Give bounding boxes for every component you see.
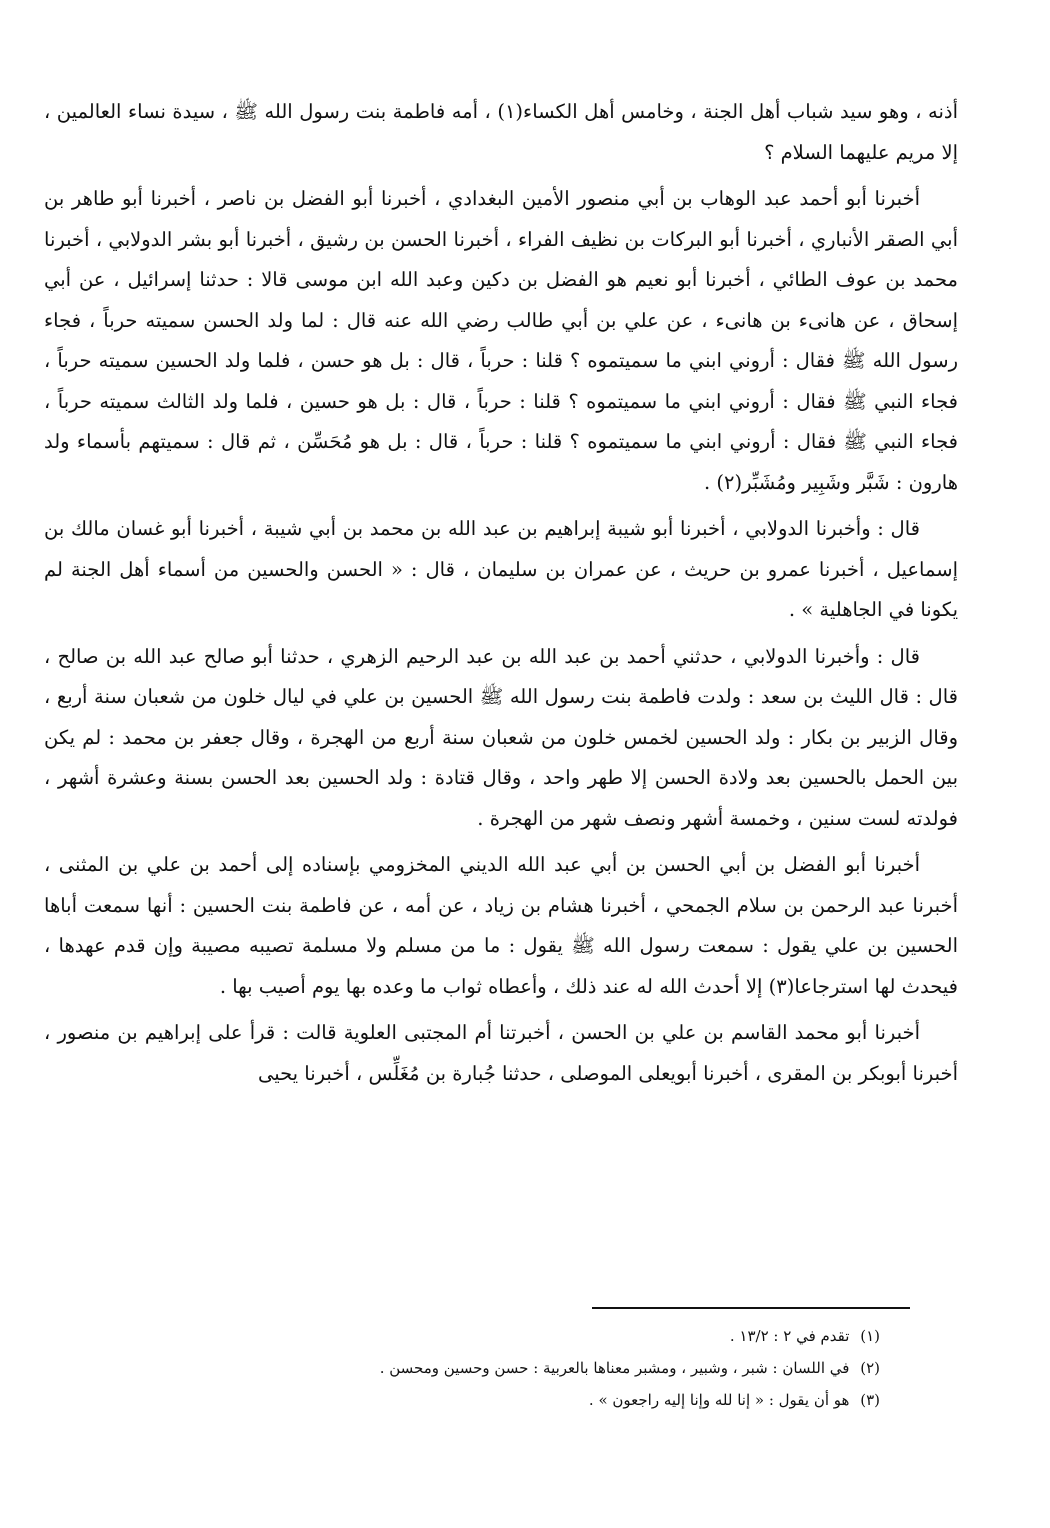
paragraph: قال : وأخبرنا الدولابي ، حدثني أحمد بن عبد الله بن عبد الرحيم الزهري ، حدثنا أبو صالح عبد الله بن صالح ، قال : قال الليث بن سعد : ولدت فاطمة بنت رسول الله ﷺ الحسين بن علي في ليال خلون من شعبان سنة أربع ، وقال الزبير بن بكار : ولد الحسين لخمس خلون من شعبان سنة أربع من الهجرة ، وقال جعفر بن محمد : لم يكن بين الحمل بالحسين بعد ولادة الحسن إلا طهر واحد ، وقال قتادة : ولد الحسين بعد الحسن بسنة وعشرة أشهر ، فولدته لست سنين ، وخمسة أشهر ونصف شهر من الهجرة . [44,644,958,830]
paragraph: أذنه ، وهو سيد شباب أهل الجنة ، وخامس أهل الكساء(١) ، أمه فاطمة بنت رسول الله ﷺ ، سيدة نساء العالمين ، إلا مريم عليهما السلام ؟ [44,100,958,164]
footnote-number: (٢) [860,1359,880,1377]
footnote-text: تقدم في ٢ : ١٣/٢ . [729,1327,850,1345]
paragraph: أخبرنا أبو الفضل بن أبي الحسن بن أبي عبد الله الديني المخزومي بإسناده إلى أحمد بن علي بن المثنى ، أخبرنا عبد الرحمن بن سلام الجمحي ، أخبرنا هشام بن زياد ، عن أمه ، عن فاطمة بنت الحسين : أنها سمعت أباها الحسين بن علي يقول : سمعت رسول الله ﷺ يقول : ما من مسلم ولا مسلمة تصيبه مصيبة وإن قدم عهدها ، فيحدث لها استرجاعا(٣) إلا أحدث الله له عند ذلك ، وأعطاه ثواب ما وعده بها يوم أصيب بها . [44,853,958,998]
footnote-number: (٣) [860,1391,880,1409]
footnote [300,1384,880,1416]
footnote-separator [592,1307,910,1309]
paragraph: أخبرنا أبو أحمد عبد الوهاب بن أبي منصور الأمين البغدادي ، أخبرنا أبو الفضل بن ناصر ، أخبرنا أبو طاهر بن أبي الصقر الأنباري ، أخبرنا أبو البركات بن نظيف الفراء ، أخبرنا الحسن بن رشيق ، أخبرنا أبو بشر الدولابي ، أخبرنا محمد بن عوف الطائي ، أخبرنا أبو نعيم هو الفضل بن دكين وعبد الله ابن موسى قالا : حدثنا إسرائيل ، عن أبي إسحاق ، عن هانىء بن هانىء ، عن علي بن أبي طالب رضي الله عنه قال : لما ولد الحسن سميته حرباً ، فجاء رسول الله ﷺ فقال : أروني ابني ما سميتموه ؟ قلنا : حرباً ، قال : بل هو حسن ، فلما ولد الحسين سميته حرباً ، فجاء النبي ﷺ فقال : أروني ابني ما سميتموه ؟ قلنا : حرباً ، قال : بل هو حسين ، فلما ولد الثالث سميته حرباً ، فجاء النبي ﷺ فقال : أروني ابني ما سميتموه ؟ قلنا : حرباً ، قال : بل هو مُحَسِّن ، ثم قال : سميتهم بأسماء ولد هارون : شَبَّر وشَبِير ومُشَبِّر(٢) . [44,187,958,494]
footnote-text: في اللسان : شبر ، وشبير ، ومشبر معناها بالعربية : حسن وحسين ومحسن . [379,1359,850,1377]
paragraph: قال : وأخبرنا الدولابي ، أخبرنا أبو شيبة إبراهيم بن عبد الله بن محمد بن أبي شيبة ، أخبرنا أبو غسان مالك بن إسماعيل ، أخبرنا عمرو بن حريث ، عن عمران بن سليمان ، قال : « الحسن والحسين من أسماء أهل الجنة لم يكونا في الجاهلية » . [44,517,958,621]
footnotes [300,1320,880,1416]
footnote [300,1320,880,1352]
footnote-number: (١) [860,1327,880,1345]
main-text-block [44,92,958,1100]
footnote-text: هو أن يقول : « إنا لله وإنا إليه راجعون » . [588,1391,850,1409]
footnote [300,1352,880,1384]
paragraph: أخبرنا أبو محمد القاسم بن علي بن الحسن ، أخبرتنا أم المجتبى العلوية قالت : قرأ على إبراهيم بن منصور ، أخبرنا أبوبكر بن المقرى ، أخبرنا أبويعلى الموصلى ، حدثنا جُبارة بن مُغَلِّس ، أخبرنا يحيى [44,1021,958,1085]
